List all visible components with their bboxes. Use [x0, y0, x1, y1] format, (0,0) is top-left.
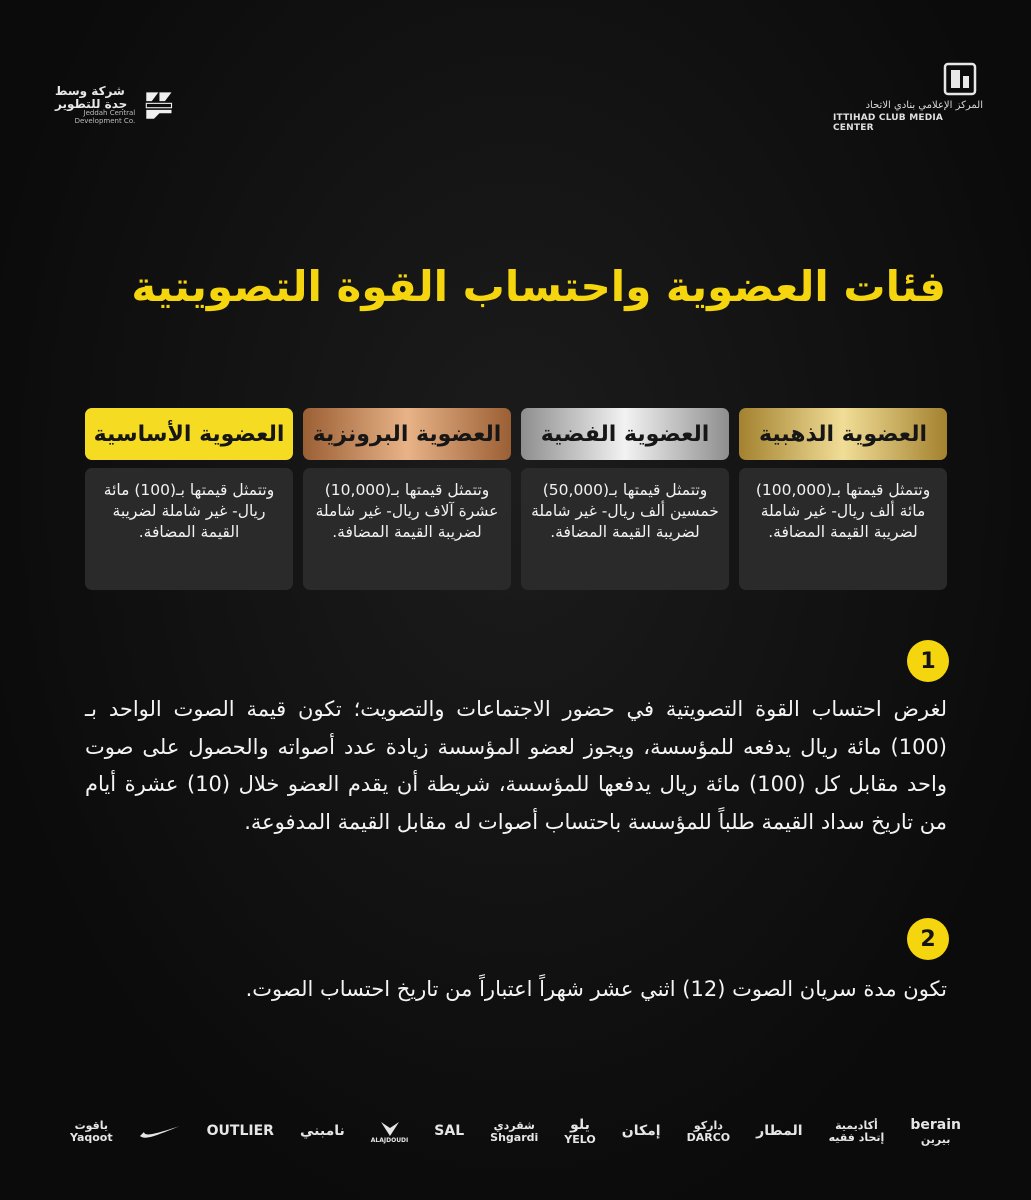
sponsor-logo-subtext: Shgardi — [490, 1131, 539, 1144]
membership-card-description: وتتمثل قيمتها بـ(10,000) عشرة آلاف ريال- غير شاملة لضريبة القيمة المضافة. — [303, 468, 511, 590]
membership-card-title: العضوية الذهبية — [739, 408, 947, 460]
sponsor-logo-text: شقردي — [493, 1118, 535, 1132]
sponsor-logo-text: دارکو — [693, 1118, 723, 1132]
jeddah-central-logo-english-2: Development Co. — [74, 116, 136, 125]
sponsor-logo-yaqoot — [70, 1120, 113, 1144]
sponsor-logo-text: يلو — [570, 1117, 590, 1134]
sponsor-logo-text: إمكان — [621, 1123, 661, 1140]
sponsor-logo-text: أكاديمية — [835, 1118, 878, 1132]
point-number-badge: 2 — [907, 918, 949, 960]
sponsor-logo-subtext: Yaqoot — [70, 1131, 113, 1144]
point-text: لغرض احتساب القوة التصويتية في حضور الاجتماعات والتصويت؛ تكون قيمة الصوت الواحد بـ (100) مائة ريال يدفعه للمؤسسة، ويجوز لعضو المؤسسة زيادة عدد أصواته والحصول على صوت واحد مقابل كل (100) مائة ريال يدفعها للمؤسسة، شريطة أن يقدم العضو خلال (10) عشرة أيام من تاريخ سداد القيمة طلباً للمؤسسة باحتساب أصوات له مقابل القيمة المدفوعة. — [85, 697, 947, 834]
sponsor-logo-yelo — [564, 1118, 595, 1145]
membership-card-gold — [739, 408, 947, 590]
sponsor-logo-text: SAL — [434, 1123, 465, 1140]
alajdoudi-emblem-icon — [379, 1120, 401, 1138]
membership-card-description: وتتمثل قيمتها بـ(50,000) خمسين ألف ريال- غير شاملة لضريبة القيمة المضافة. — [521, 468, 729, 590]
point-number-badge: 1 — [907, 640, 949, 682]
jeddah-central-logo-arabic: شركة وسط جدة للتطوير — [55, 84, 128, 111]
point-text: تكون مدة سريان الصوت (12) اثني عشر شهراً اعتباراً من تاريخ احتساب الصوت. — [245, 977, 947, 1001]
sponsor-logo-nike — [139, 1124, 181, 1140]
nike-swoosh-icon — [139, 1124, 181, 1140]
sponsor-logo-sal — [434, 1124, 464, 1139]
sponsor-logo-text: المطار — [756, 1123, 803, 1140]
membership-card-description: وتتمثل قيمتها بـ(100) مائة ريال- غير شاملة لضريبة القيمة المضافة. — [85, 468, 293, 590]
membership-card-title: العضوية الفضية — [521, 408, 729, 460]
jeddah-central-emblem-icon — [143, 76, 175, 134]
sponsor-logo-berain — [910, 1118, 961, 1145]
jeddah-central-logo — [55, 70, 175, 140]
sponsor-logo-text: ياقوت — [74, 1118, 109, 1132]
sponsor-logo-text: OUTLIER — [206, 1123, 274, 1140]
media-center-english: ITTIHAD CLUB MEDIA CENTER — [833, 113, 944, 133]
membership-card-bronze — [303, 408, 511, 590]
membership-card-basic — [85, 408, 293, 590]
sponsor-logo-text: ALAJDOUDI — [370, 1136, 409, 1144]
membership-card-title: العضوية الأساسية — [85, 408, 293, 460]
sponsor-logo-outlier — [207, 1124, 274, 1139]
sponsor-logo-emkan — [622, 1124, 661, 1139]
sponsor-logo-almatar — [756, 1124, 802, 1139]
sponsor-logo-text: berain — [910, 1117, 961, 1134]
sponsor-logo-subtext: بيرين — [920, 1132, 951, 1146]
membership-card-silver — [521, 408, 729, 590]
sponsor-logo-darco — [687, 1120, 731, 1144]
sponsor-logo-subtext: YELO — [564, 1132, 596, 1146]
jeddah-central-logo-english-1: Jeddah Central — [83, 109, 136, 118]
page-title: فئات العضوية واحتساب القوة التصويتية — [131, 262, 946, 311]
sponsor-logo-subtext: DARCO — [686, 1131, 731, 1144]
sponsor-logo-subtext: إتحاد فقيه — [828, 1131, 885, 1144]
media-center-arabic: المركز الإعلامي بنادي الاتحاد — [865, 100, 983, 111]
sponsor-logo-nambni — [300, 1124, 345, 1139]
sponsor-logo-alajdoudi — [371, 1120, 409, 1145]
sponsor-logo-ittihad-faqeeh-academy — [829, 1120, 885, 1144]
sponsor-logo-shgardi — [490, 1120, 538, 1144]
ittihad-club-emblem-icon — [937, 62, 983, 96]
sponsor-logo-text: نامبني — [299, 1123, 345, 1140]
sponsor-logos — [70, 1112, 961, 1152]
membership-card-description: وتتمثل قيمتها بـ(100,000) مائة ألف ريال- غير شاملة لضريبة القيمة المضافة. — [739, 468, 947, 590]
ittihad-media-center-logo — [833, 62, 983, 142]
membership-card-title: العضوية البرونزية — [303, 408, 511, 460]
membership-cards — [85, 408, 947, 590]
